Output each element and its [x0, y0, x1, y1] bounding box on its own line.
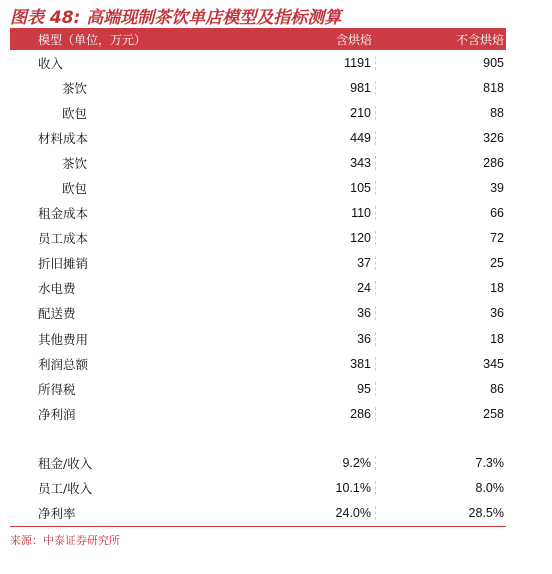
value-without-bakery: 905 [483, 55, 504, 70]
value-without-bakery: 36 [490, 306, 504, 321]
value-without-bakery: 25 [490, 256, 504, 271]
row-label: 员工成本 [38, 231, 89, 247]
value-with-bakery: 24 [238, 281, 376, 295]
row-label: 茶饮 [62, 80, 88, 96]
value-without-bakery: 8.0% [475, 481, 504, 496]
table-row [10, 100, 506, 125]
row-label: 茶饮 [62, 155, 88, 171]
header-with-bakery: 含烘焙 [335, 32, 372, 47]
row-label: 水电费 [38, 281, 76, 297]
row-label: 收入 [38, 55, 64, 71]
row-label: 材料成本 [38, 130, 89, 146]
row-label: 租金/收入 [38, 455, 93, 471]
bottom-rule [10, 526, 506, 527]
value-with-bakery: 210 [238, 106, 376, 120]
value-with-bakery: 105 [238, 181, 376, 195]
table-body [10, 50, 506, 426]
row-label: 其他费用 [38, 331, 89, 347]
row-label: 员工/收入 [38, 481, 93, 497]
value-without-bakery: 345 [483, 356, 504, 371]
ratio-section [10, 450, 506, 525]
table-row [10, 376, 506, 401]
value-with-bakery: 286 [238, 407, 376, 421]
value-with-bakery: 449 [238, 131, 376, 145]
value-with-bakery: 10.1% [238, 481, 376, 495]
header-without-bakery: 不含烘焙 [455, 32, 504, 47]
table-row [10, 175, 506, 200]
figure-title: 图表 48: 高端现制茶饮单店模型及指标测算 [10, 8, 342, 28]
value-without-bakery: 72 [490, 231, 504, 246]
table-row [10, 125, 506, 150]
value-without-bakery: 258 [483, 406, 504, 421]
table-row [10, 476, 506, 501]
table-row [10, 326, 506, 351]
row-label: 租金成本 [38, 206, 89, 222]
value-with-bakery: 36 [238, 332, 376, 346]
value-with-bakery: 381 [238, 357, 376, 371]
row-label: 利润总额 [38, 356, 89, 372]
value-with-bakery: 9.2% [238, 456, 376, 470]
table-row [10, 450, 506, 475]
table-row [10, 276, 506, 301]
row-label: 所得税 [38, 381, 76, 397]
row-label: 净利率 [38, 506, 76, 522]
value-with-bakery: 37 [238, 256, 376, 270]
row-label: 欧包 [62, 181, 88, 197]
value-with-bakery: 1191 [238, 56, 376, 70]
row-label: 配送费 [38, 306, 76, 322]
value-with-bakery: 24.0% [238, 506, 376, 520]
table-row [10, 401, 506, 426]
table-row [10, 351, 506, 376]
source-note: 来源：中泰证券研究所 [10, 534, 120, 547]
table-row [10, 301, 506, 326]
value-with-bakery: 95 [238, 382, 376, 396]
value-without-bakery: 818 [483, 80, 504, 95]
value-without-bakery: 7.3% [475, 455, 504, 470]
value-without-bakery: 39 [490, 181, 504, 196]
value-without-bakery: 86 [490, 381, 504, 396]
row-label: 净利润 [38, 406, 76, 422]
value-without-bakery: 18 [490, 331, 504, 346]
value-with-bakery: 36 [238, 306, 376, 320]
value-without-bakery: 286 [483, 155, 504, 170]
row-label: 欧包 [62, 105, 88, 121]
value-with-bakery: 981 [238, 81, 376, 95]
value-without-bakery: 88 [490, 105, 504, 120]
table-header [10, 28, 506, 50]
model-table [10, 28, 506, 527]
table-row [10, 226, 506, 251]
value-without-bakery: 66 [490, 206, 504, 221]
value-without-bakery: 326 [483, 130, 504, 145]
table-row [10, 251, 506, 276]
spacer [10, 426, 506, 450]
header-model-unit: 模型（单位，万元） [38, 32, 147, 47]
value-with-bakery: 110 [238, 206, 376, 220]
table-row [10, 150, 506, 175]
value-without-bakery: 18 [490, 281, 504, 296]
value-without-bakery: 28.5% [468, 506, 504, 521]
value-with-bakery: 120 [238, 231, 376, 245]
table-row [10, 75, 506, 100]
table-row [10, 50, 506, 75]
value-with-bakery: 343 [238, 156, 376, 170]
row-label: 折旧摊销 [38, 256, 89, 272]
table-row [10, 501, 506, 526]
table-row [10, 201, 506, 226]
